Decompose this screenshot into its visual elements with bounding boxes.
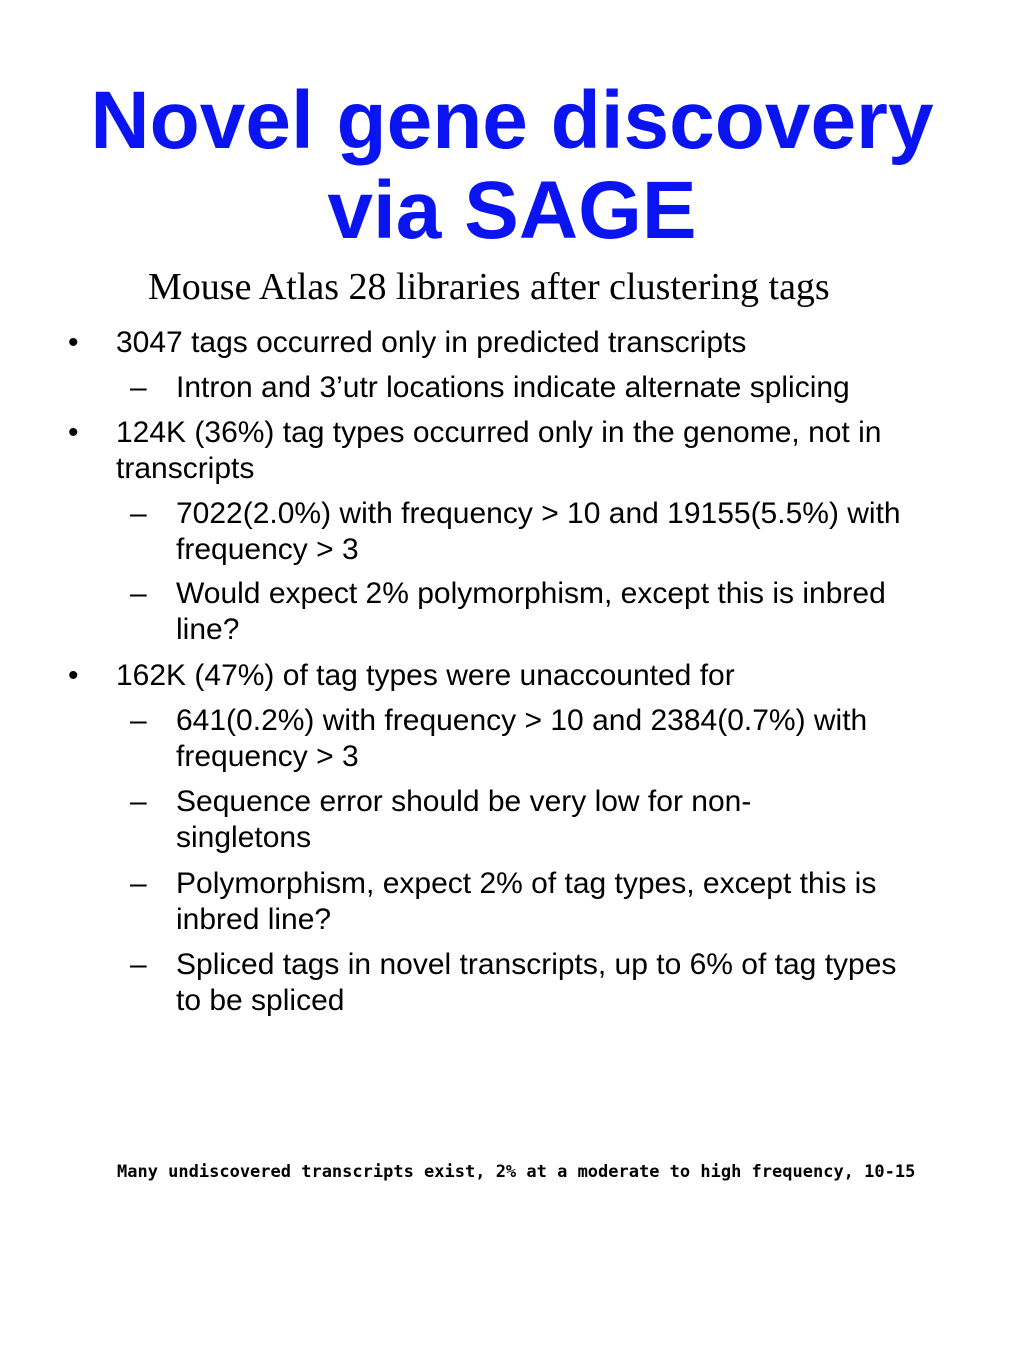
bullet-text: 162K (47%) of tag types were unaccounted for [116,659,735,692]
sub-bullet-marker: – [130,497,147,530]
title-line-1: Novel gene discovery [90,75,934,166]
sub-bullet-text: 641(0.2%) with frequency > 10 and 2384(0.7%) with frequency > 3 [176,704,868,773]
sub-bullet-text: Spliced tags in novel transcripts, up to 6% of tag types to be spliced [176,948,897,1017]
sub-bullet-text: 7022(2.0%) with frequency > 10 and 19155(5.5%) with frequency > 3 [176,497,901,566]
bullet-text: 124K (36%) tag types occurred only in the genome, not in transcripts [116,416,882,485]
sub-bullet-text: Would expect 2% polymorphism, except this is inbred line? [176,577,886,646]
sub-bullet-item [130,866,956,938]
bullet-item [68,658,916,694]
sub-bullet-marker: – [130,371,147,404]
sub-bullet-item [130,576,916,648]
sub-bullet-marker: – [130,577,147,610]
sub-bullet-text: Polymorphism, expect 2% of tag types, except this is inbred line? [176,867,877,936]
slide-subtitle: Mouse Atlas 28 libraries after clustering tags [148,266,830,308]
bullet-marker: • [68,416,79,449]
sub-bullet-item [130,370,956,406]
sub-bullet-text: Sequence error should be very low for non-singletons [176,785,752,854]
title-line-2: via SAGE [327,165,697,256]
bullet-item [68,415,916,487]
sub-bullet-item [130,784,856,856]
sub-bullet-item [130,947,926,1019]
sub-bullet-item [130,703,946,775]
sub-bullet-marker: – [130,704,147,737]
bullet-text: 3047 tags occurred only in predicted transcripts [116,326,747,359]
sub-bullet-text: Intron and 3’utr locations indicate alternate splicing [176,371,850,404]
sub-bullet-marker: – [130,785,147,818]
bullet-item [68,325,916,361]
sub-bullet-marker: – [130,948,147,981]
footer-note: Many undiscovered transcripts exist, 2% at a moderate to high frequency, 10-15 [117,1162,916,1182]
bullet-marker: • [68,326,79,359]
sub-bullet-item [130,496,946,568]
bullet-marker: • [68,659,79,692]
sub-bullet-marker: – [130,867,147,900]
